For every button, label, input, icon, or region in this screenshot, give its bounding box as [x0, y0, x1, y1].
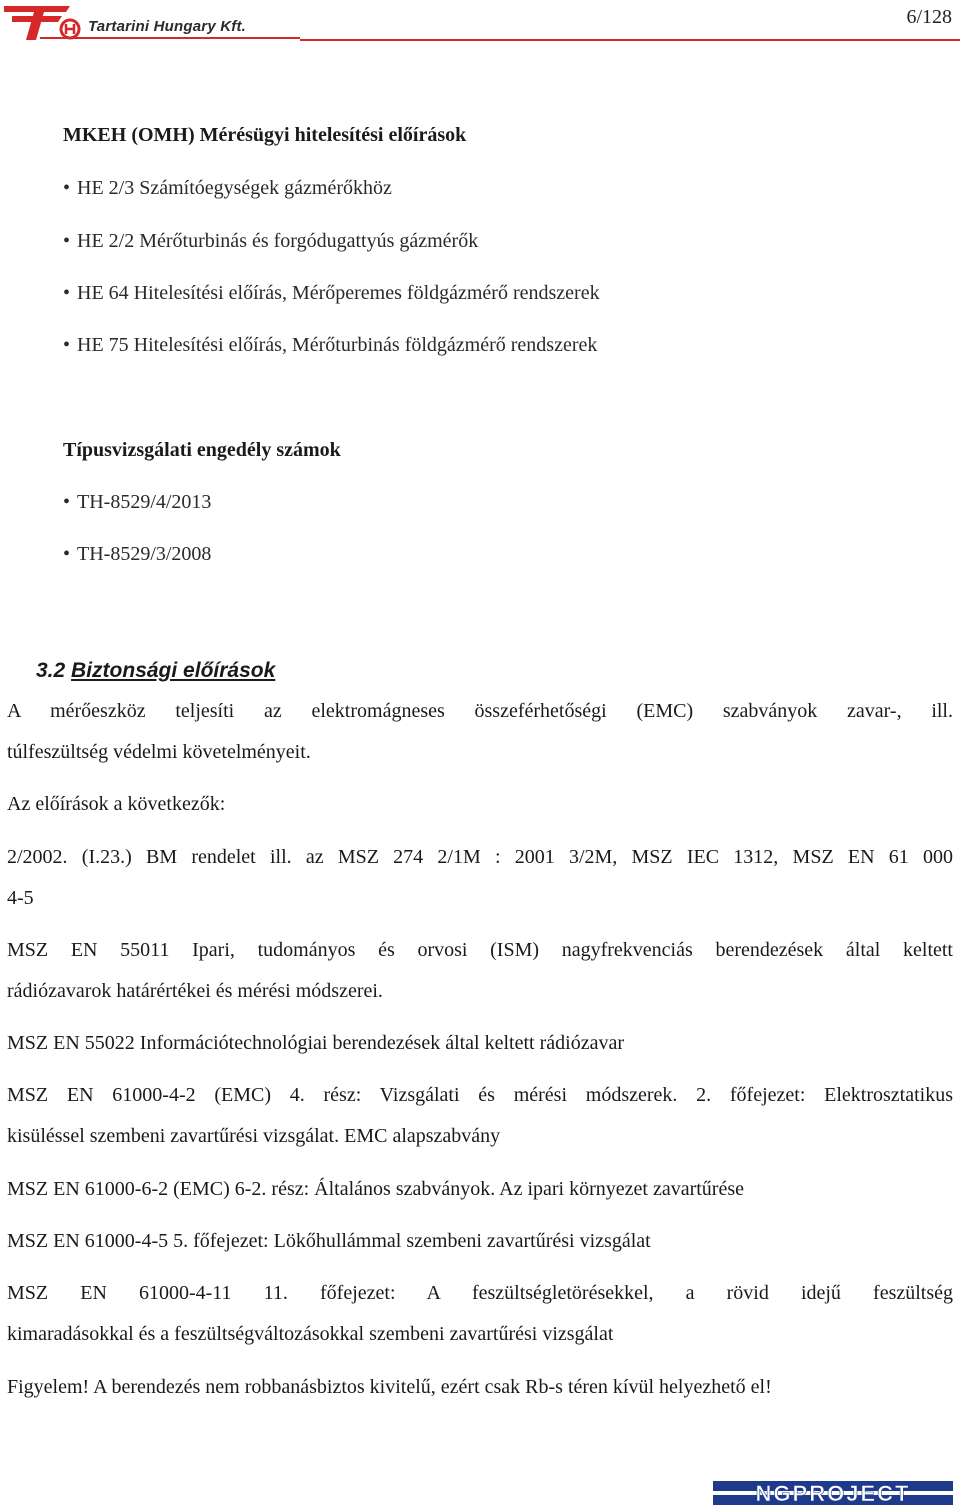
list-item: • HE 64 Hitelesítési előírás, Mérőperemes földgázmérő rendszerek: [63, 281, 600, 305]
paragraph-en55022: MSZ EN 55022 Információtechnológiai berendezések által keltett rádiózavar: [7, 1032, 624, 1054]
paragraph-warning: Figyelem! A berendezés nem robbanásbiztos kivitelű, ezért csak Rb-s téren kívül helyezhető el!: [7, 1376, 772, 1398]
list-item: • HE 2/2 Mérőturbinás és forgódugattyús gázmérők: [63, 229, 478, 253]
company-name: Tartarini Hungary Kft.: [88, 18, 247, 35]
paragraph-en61000-4-11-line: MSZ EN 61000-4-11 11. főfejezet: A feszültségletörésekkel, a rövid idejű feszültség: [7, 1282, 953, 1304]
section-heading-safety: [36, 659, 275, 683]
paragraph-en61000-4-11-line: kimaradásokkal és a feszültségváltozásokkal szembeni zavartűrési vizsgálat: [7, 1323, 614, 1345]
paragraph-bm-line: 4-5: [7, 887, 34, 909]
paragraph-following: Az előírások a következők:: [7, 793, 226, 815]
section-title: Biztonsági előírások: [71, 659, 276, 682]
paragraph-emc-line: A mérőeszköz teljesíti az elektromágneses összeférhetőségi (EMC) szabványok zavar-, ill.: [7, 700, 953, 722]
paragraph-en55011-line: rádiózavarok határértékei és mérési módszerei.: [7, 980, 383, 1002]
page-number: 6/128: [906, 6, 952, 28]
mkeh-heading: MKEH (OMH) Mérésügyi hitelesítési előírások: [63, 124, 467, 146]
type-approval-heading: Típusvizsgálati engedély számok: [63, 439, 341, 461]
paragraph-en55011-line: MSZ EN 55011 Ipari, tudományos és orvosi (ISM) nagyfrekvenciás berendezések által keltett: [7, 939, 953, 961]
list-item: • TH-8529/4/2013: [63, 490, 211, 514]
paragraph-en61000-4-2-line: MSZ EN 61000-4-2 (EMC) 4. rész: Vizsgálati és mérési módszerek. 2. főfejezet: Elektrosztatikus: [7, 1084, 953, 1106]
footer-logo-text: NGPROJECT: [755, 1481, 911, 1506]
paragraph-en61000-6-2: MSZ EN 61000-6-2 (EMC) 6-2. rész: Általános szabványok. Az ipari környezet zavartűrése: [7, 1178, 745, 1200]
paragraph-bm-line: 2/2002. (I.23.) BM rendelet ill. az MSZ 274 2/1M : 2001 3/2M, MSZ IEC 1312, MSZ EN 61 000: [7, 846, 953, 868]
paragraph-emc-line: túlfeszültség védelmi követelményeit.: [7, 741, 311, 763]
ngproject-logo-icon: [713, 1480, 953, 1506]
paragraph-en61000-4-2-line: kisüléssel szembeni zavartűrési vizsgálat. EMC alapszabvány: [7, 1125, 501, 1147]
paragraph-en61000-4-5: MSZ EN 61000-4-5 5. főfejezet: Lökőhullámmal szembeni zavartűrési vizsgálat: [7, 1230, 651, 1252]
list-item: • TH-8529/3/2008: [63, 542, 211, 566]
page-header: [0, 0, 960, 44]
section-number: 3.2: [36, 659, 66, 682]
list-item: • HE 2/3 Számítóegységek gázmérőkhöz: [63, 176, 392, 200]
header-divider: [300, 39, 960, 41]
list-item: • HE 75 Hitelesítési előírás, Mérőturbinás földgázmérő rendszerek: [63, 333, 597, 357]
